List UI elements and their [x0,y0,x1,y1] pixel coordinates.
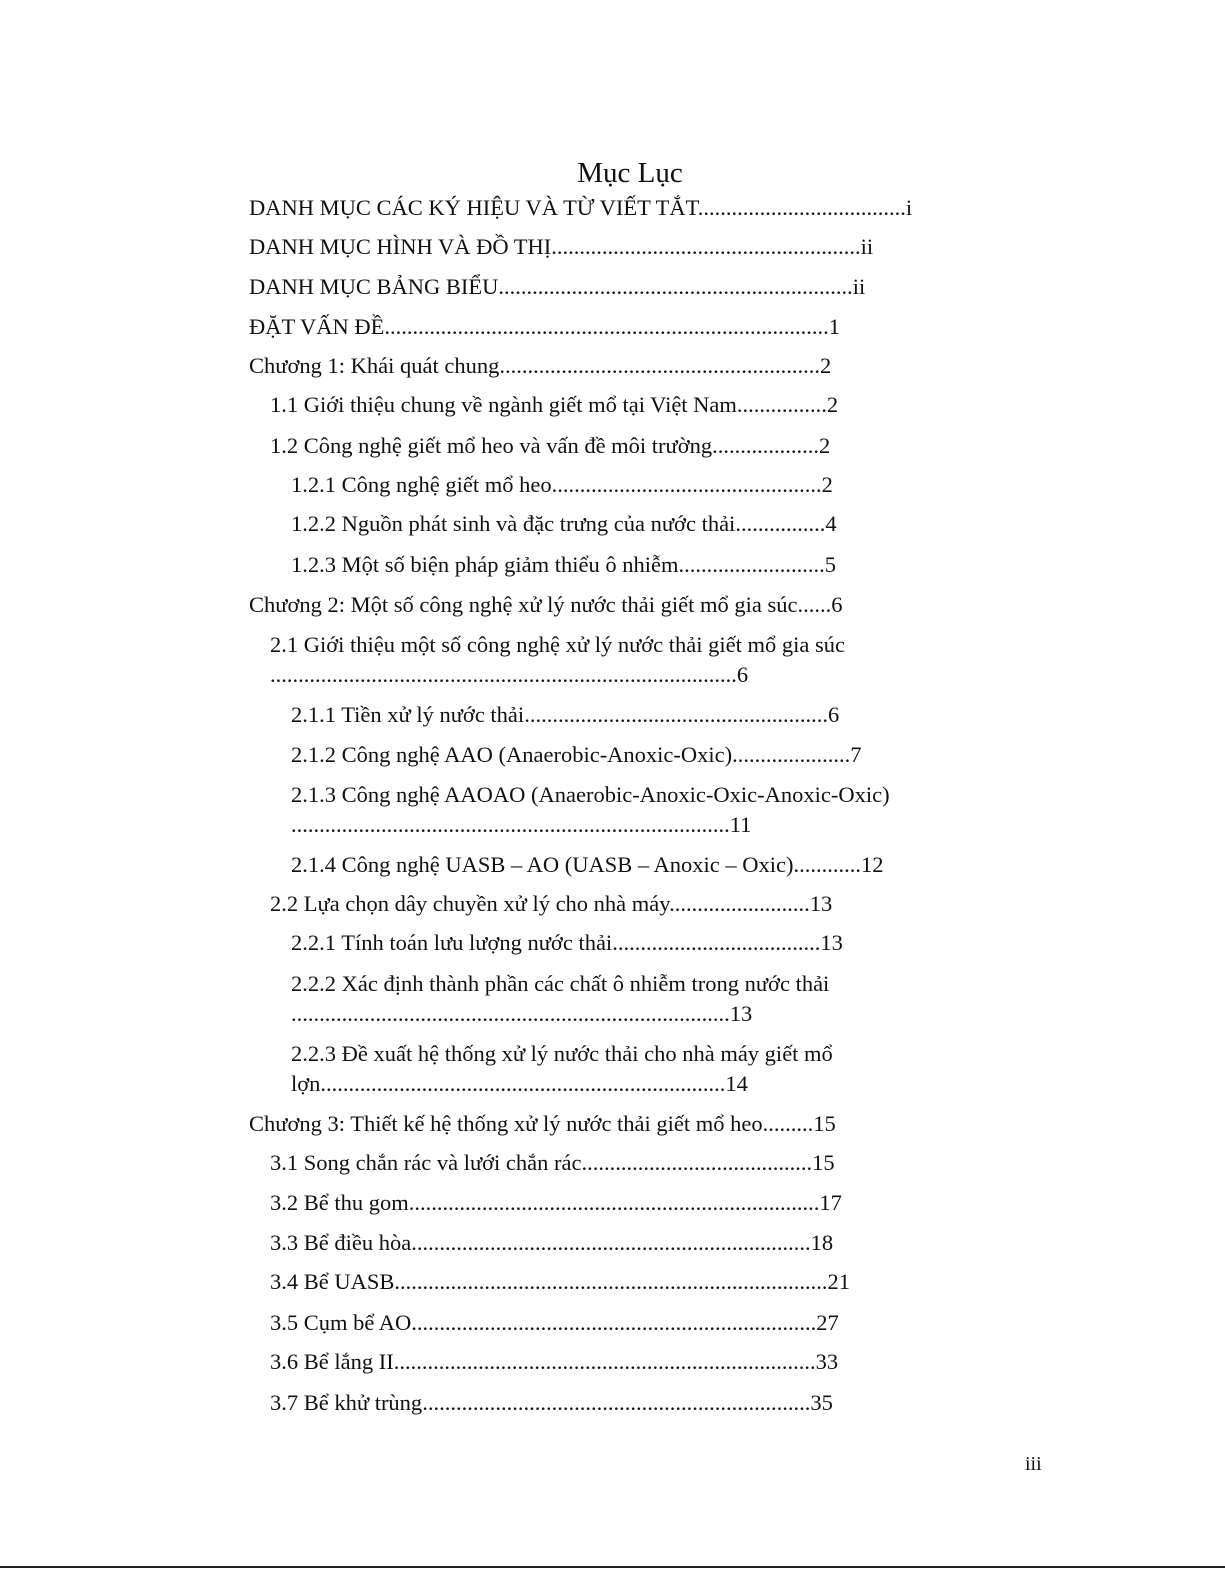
toc-entry[interactable] [291,850,884,880]
toc-entry[interactable] [291,470,833,500]
toc-entry[interactable] [249,272,865,302]
toc-entry-text: 3.4 Bể UASB [270,1269,395,1294]
toc-leader-dots: ......... [762,1111,814,1136]
toc-entry-continuation[interactable] [291,1069,748,1099]
toc-entry-text: Chương 2: Một số công nghệ xử lý nước thải giết mổ gia súc [249,592,798,617]
toc-entry[interactable] [249,351,831,381]
toc-entry-page: 21 [827,1269,851,1294]
toc-entry-text: 2.1.2 Công nghệ AAO (Anaerobic-Anoxic-Oxic) [291,742,733,767]
toc-entry-page: 2 [821,472,833,497]
toc-leader-dots: .......................... [678,552,825,577]
toc-entry-continuation[interactable] [291,999,752,1029]
toc-entry[interactable] [270,1347,838,1377]
toc-entry[interactable] [270,1388,833,1418]
toc-entry[interactable] [270,1308,839,1338]
toc-entry-page: 14 [725,1071,748,1096]
toc-entry-text: DANH MỤC BẢNG BIỂU [249,274,499,299]
toc-entry-page: 15 [812,1150,835,1175]
toc-entry-text: 2.1.1 Tiền xử lý nước thải [291,702,525,727]
toc-entry[interactable] [291,509,837,539]
toc-leader-dots: ...... [797,592,832,617]
toc-entry[interactable] [270,889,832,919]
toc-entry-text: 3.5 Cụm bể AO [270,1310,412,1335]
toc-leader-dots: ........................................................................ [411,1310,817,1335]
toc-entry-text: DANH MỤC HÌNH VÀ ĐỒ THỊ [249,234,552,259]
toc-entry-page: 6 [827,702,840,727]
toc-entry[interactable] [291,780,890,810]
toc-entry-text: 1.2.3 Một số biện pháp giảm thiểu ô nhiễm [291,552,679,577]
toc-leader-dots: ..................... [732,742,851,767]
toc-entry[interactable] [270,630,845,660]
toc-entry-page: 5 [824,552,836,577]
toc-leader-dots: ................ [736,392,827,417]
toc-entry-text: ĐẶT VẤN ĐỀ [249,314,385,339]
toc-leader-dots: ...................................................... [524,702,828,727]
toc-entry-page: 2 [819,353,832,378]
toc-entry[interactable] [270,1267,850,1297]
toc-leader-dots: ........................................................................... [393,1349,816,1374]
toc-entry[interactable] [270,1188,842,1218]
toc-leader-dots: .............................................................................. [291,812,730,837]
toc-entry-page: 35 [810,1390,833,1415]
toc-entry-text: 2.2.3 Đề xuất hệ thống xử lý nước thải cho nhà máy giết mổ [291,1041,833,1066]
toc-entry[interactable] [291,969,829,999]
toc-entry[interactable] [249,590,842,620]
toc-entry[interactable] [270,431,830,461]
toc-entry[interactable] [249,232,873,262]
toc-leader-dots: ..................................................................... [422,1390,811,1415]
toc-entry-text: lợn [291,1071,321,1096]
toc-entry-text: Chương 3: Thiết kế hệ thống xử lý nước thải giết mổ heo [249,1111,763,1136]
toc-entry-page: 13 [729,1001,753,1026]
toc-entry-page: ii [852,274,866,299]
toc-entry[interactable] [291,928,843,958]
toc-leader-dots: ............................................................... [498,274,853,299]
toc-entry-text: DANH MỤC CÁC KÝ HIỆU VÀ TỪ VIẾT TẮT [249,195,698,220]
toc-entry-text: 3.6 Bể lắng II [270,1349,394,1374]
toc-entry-text: 3.7 Bể khử trùng [270,1390,423,1415]
toc-entry-page: 4 [825,511,837,536]
toc-title: Mục Lục [577,157,683,189]
toc-entry-page: 6 [736,662,749,687]
toc-entry-page: i [905,195,913,220]
toc-leader-dots: ................................................................................... [270,662,737,687]
toc-entry-continuation[interactable] [270,660,748,690]
toc-entry-page: ii [860,234,874,259]
toc-entry-page: 7 [850,742,862,767]
toc-entry[interactable] [249,193,912,223]
toc-entry-page: 1 [828,314,841,339]
toc-entry-page: 18 [810,1230,834,1255]
toc-leader-dots: ....................................................................... [411,1230,811,1255]
toc-entry-text: 3.1 Song chắn rác và lưới chắn rác [270,1150,582,1175]
toc-leader-dots: .............................................................................. [291,1001,730,1026]
toc-entry[interactable] [249,312,840,342]
toc-entry-text: 2.2 Lựa chọn dây chuyền xử lý cho nhà máy [270,891,670,916]
toc-entry-text: 3.2 Bể thu gom [270,1190,409,1215]
toc-entry-text: 3.3 Bể điều hòa [270,1230,412,1255]
toc-entry-page: 27 [816,1310,839,1335]
toc-entry-text: 2.1 Giới thiệu một số công nghệ xử lý nước thải giết mổ gia súc [270,632,845,657]
toc-leader-dots: ........................................................................ [320,1071,726,1096]
toc-entry-page: 2 [819,433,831,458]
toc-entry-continuation[interactable] [291,810,751,840]
toc-entry[interactable] [291,550,836,580]
toc-leader-dots: ....................................................... [551,234,861,259]
toc-entry-text: 1.2 Công nghệ giết mổ heo và vấn đề môi trường [270,433,713,458]
toc-entry-page: 6 [831,592,843,617]
toc-entry-text: 1.1 Giới thiệu chung về ngành giết mổ tại Việt Nam [270,392,737,417]
toc-entry[interactable] [291,740,862,770]
toc-entry[interactable] [249,1109,836,1139]
toc-entry-text: 1.2.1 Công nghệ giết mổ heo [291,472,552,497]
toc-entry-text: 2.1.4 Công nghệ UASB – AO (UASB – Anoxic – Oxic) [291,852,794,877]
toc-entry-page: 15 [813,1111,836,1136]
toc-entry[interactable] [291,1039,833,1069]
toc-leader-dots: ......................................... [581,1150,813,1175]
toc-entry-page: 13 [809,891,833,916]
toc-entry[interactable] [291,700,839,730]
page-bottom-rule [0,1566,1225,1568]
toc-entry-page: 11 [729,812,752,837]
toc-entry-page: 17 [819,1190,842,1215]
toc-entry-page: 12 [861,852,884,877]
toc-entry-page: 33 [815,1349,839,1374]
footer-page-number: iii [1025,1453,1042,1475]
toc-entry-text: 2.2.1 Tính toán lưu lượng nước thải [291,930,613,955]
toc-leader-dots: ..................................... [612,930,821,955]
toc-leader-dots: ......................................................................... [408,1190,820,1215]
toc-entry[interactable] [270,390,838,420]
toc-leader-dots: ......................... [669,891,810,916]
toc-leader-dots: ......................................................... [499,353,820,378]
toc-leader-dots: ............................................................................... [384,314,829,339]
toc-leader-dots: ................ [735,511,826,536]
toc-entry-text: 2.2.2 Xác định thành phần các chất ô nhiễm trong nước thải [291,971,830,996]
toc-entry[interactable] [270,1148,835,1178]
toc-entry[interactable] [270,1228,833,1258]
toc-entry-page: 2 [826,392,839,417]
toc-entry-text: Chương 1: Khái quát chung [249,353,500,378]
toc-entry-page: 13 [820,930,843,955]
toc-leader-dots: ..................................... [697,195,906,220]
toc-leader-dots: ................... [712,433,820,458]
toc-leader-dots: ............................................................................. [394,1269,828,1294]
toc-entry-text: 1.2.2 Nguồn phát sinh và đặc trưng của nước thải [291,511,736,536]
toc-leader-dots: ................................................ [551,472,822,497]
toc-leader-dots: ............ [793,852,862,877]
toc-entry-text: 2.1.3 Công nghệ AAOAO (Anaerobic-Anoxic-Oxic-Anoxic-Oxic) [291,782,890,807]
